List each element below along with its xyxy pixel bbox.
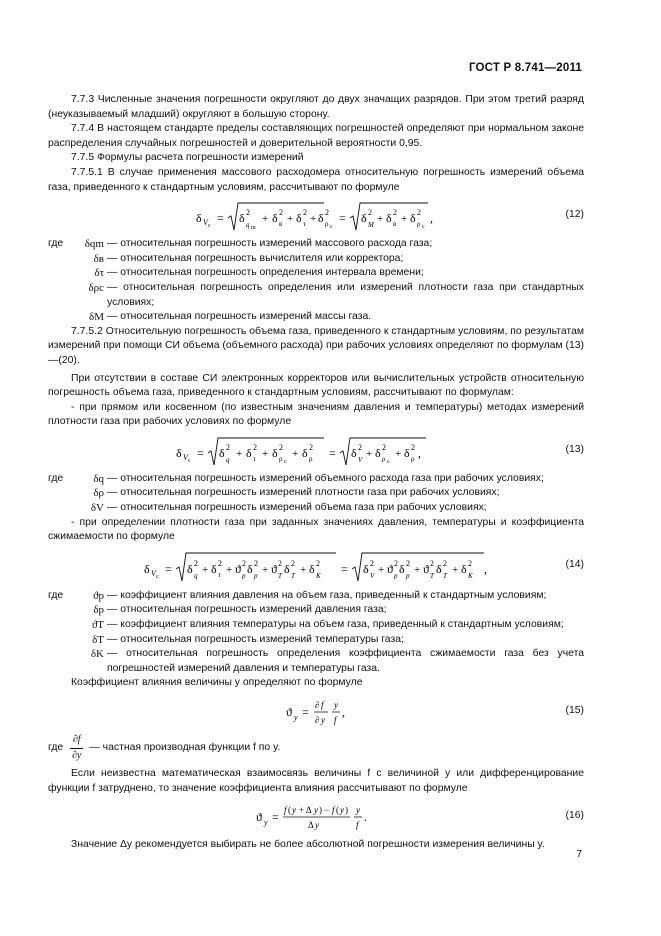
paragraph-direct-method: - при прямом или косвенном (по известным значениям давления и температуры) методах измерений плотности газа при рабочих условиях по формуле — [48, 401, 584, 428]
svg-text:+: + — [310, 213, 317, 226]
svg-text:+: + — [377, 213, 384, 226]
where-row: δρс — относительная погрешность определения или измерений плотности газа при стандартных условиях; — [88, 281, 584, 308]
svg-text:δ: δ — [361, 211, 367, 226]
svg-text:f: f — [356, 820, 359, 831]
svg-text:q: q — [194, 571, 198, 580]
svg-text:y: y — [264, 818, 268, 828]
svg-text:2: 2 — [254, 558, 258, 568]
svg-text:=: = — [339, 211, 346, 226]
svg-text:δ: δ — [404, 445, 410, 460]
svg-text:V: V — [183, 452, 188, 462]
formula-16-number: (16) — [565, 810, 584, 822]
svg-text:+: + — [414, 563, 421, 576]
formula-16 — [48, 799, 584, 835]
svg-text:V: V — [151, 568, 156, 578]
svg-text:+: + — [300, 563, 307, 576]
svg-text:δ: δ — [272, 445, 278, 460]
svg-text:+: + — [292, 447, 299, 460]
svg-text:+: + — [236, 447, 243, 460]
formula-13-math — [176, 435, 436, 469]
formula-13 — [48, 433, 584, 469]
svg-text:в: в — [279, 220, 283, 229]
svg-text:y: y — [292, 805, 296, 816]
svg-text:δ: δ — [211, 561, 217, 576]
svg-text:2: 2 — [278, 558, 282, 568]
svg-text:K: K — [468, 571, 473, 580]
svg-text:2: 2 — [242, 558, 246, 568]
svg-text:2: 2 — [325, 208, 329, 218]
svg-text:δ: δ — [351, 445, 357, 460]
svg-text:δ: δ — [144, 561, 150, 576]
svg-text:2: 2 — [468, 558, 472, 568]
svg-text:2: 2 — [417, 208, 421, 218]
svg-text:δ: δ — [176, 445, 182, 460]
svg-text:V: V — [358, 455, 363, 464]
svg-text:=: = — [329, 445, 336, 460]
svg-text:ϑ: ϑ — [423, 561, 429, 576]
svg-text:=: = — [302, 705, 309, 719]
svg-text:=: = — [341, 561, 348, 576]
svg-text:2: 2 — [303, 208, 307, 218]
svg-text:ρ: ρ — [417, 220, 421, 229]
svg-text:c: c — [330, 224, 333, 231]
where-row: где δqm — относительная погрешность измерений массового расхода газа; — [48, 238, 433, 251]
svg-text:2: 2 — [291, 558, 295, 568]
svg-text:δ: δ — [284, 561, 290, 576]
svg-text:c: c — [188, 457, 191, 464]
where-row: δT — относительная погрешность измерений температуры газа; — [92, 633, 404, 646]
where-row-15: где $\frac{\partial f}{\partial y}$ — частная производная функции f по y. — [48, 733, 584, 763]
formula-15-math — [286, 696, 366, 730]
svg-text:+: + — [226, 563, 233, 576]
svg-text:δ: δ — [219, 445, 225, 460]
paragraph-recommendation: Значение Δy рекомендуется выбирать не более абсолютной погрешности измерения величины y. — [71, 839, 545, 851]
svg-text:f: f — [334, 715, 337, 725]
svg-text:δ: δ — [363, 561, 369, 576]
svg-text:K: K — [316, 571, 321, 580]
svg-text:+: + — [262, 563, 269, 576]
partial-derivative-fraction: $\frac{\partial f}{\partial y}$ — [72, 734, 82, 761]
formula-15 — [48, 694, 584, 730]
svg-text:2: 2 — [406, 558, 410, 568]
svg-text:c: c — [156, 573, 159, 580]
svg-text:=: = — [165, 561, 172, 576]
svg-text:=: = — [197, 445, 204, 460]
svg-text:2: 2 — [411, 442, 415, 452]
paragraph-7-7-3: 7.7.3 Численные значения погрешности округляют до двух значащих разрядов. При этом третий разряд (неуказываемый младший) округляют в большую сторону. — [48, 94, 584, 120]
svg-text:2: 2 — [253, 442, 257, 452]
svg-text:(: ( — [336, 805, 339, 816]
where-row: δρ — относительная погрешность измерений плотности газа при рабочих условиях; — [93, 487, 500, 500]
svg-text:,: , — [430, 211, 433, 226]
formula-14 — [48, 548, 584, 586]
formula-15-number: (15) — [565, 705, 584, 716]
svg-text:+: + — [202, 563, 209, 576]
svg-text:y: y — [340, 805, 344, 816]
svg-text:M: M — [368, 221, 374, 230]
where-row: δM — относительная погрешность измерений массы газа. — [89, 311, 372, 324]
paragraph-given-values: - при определении плотности газа при заданных значениях давления, температуры и коэффициента сжимаемости по формуле — [48, 516, 584, 543]
svg-text:2: 2 — [279, 208, 283, 218]
svg-text:2: 2 — [430, 558, 434, 568]
where-row: где ϑp — коэффициент влияния давления на объем газа, приведенный к стандартным условиям; — [48, 589, 547, 602]
svg-text:p: p — [254, 571, 258, 580]
svg-text:.: . — [364, 810, 367, 825]
svg-text:+ Δ: + Δ — [299, 805, 312, 816]
svg-text:,: , — [418, 445, 421, 460]
svg-text:p: p — [394, 571, 398, 580]
paragraph-7-7-5-1: 7.7.5.1 В случае применения массового расходомера относительную погрешность измерений объема газа, приведенного к стандартным условиям, рассчитывают по формуле — [48, 166, 584, 193]
svg-text:V: V — [370, 571, 375, 580]
formula-16-math — [256, 801, 406, 835]
svg-text:ϑ: ϑ — [387, 561, 393, 576]
formula-12 — [48, 198, 584, 234]
svg-text:2: 2 — [226, 442, 230, 452]
svg-text:τ: τ — [218, 570, 221, 579]
standard-code: ГОСТ Р 8.741—2011 — [468, 62, 582, 74]
svg-text:V: V — [203, 218, 208, 228]
svg-text:): ) — [345, 805, 348, 816]
svg-text:y: y — [314, 805, 318, 816]
svg-text:2: 2 — [279, 442, 283, 452]
svg-text:+: + — [287, 213, 294, 226]
svg-text:2: 2 — [370, 558, 374, 568]
svg-text:δ: δ — [296, 211, 302, 226]
svg-text:y: y — [334, 700, 338, 710]
where-row: ϑT — коэффициент влияния температуры на объем газа, приведенный к стандартным условиям; — [91, 619, 564, 632]
formula-13-number: (13) — [565, 443, 584, 455]
svg-text:2: 2 — [393, 208, 397, 218]
svg-text:T: T — [278, 571, 282, 580]
svg-text:2: 2 — [394, 558, 398, 568]
svg-text:c: c — [208, 223, 211, 230]
svg-text:τ: τ — [303, 220, 306, 229]
svg-text:=: = — [217, 211, 224, 226]
svg-text:c: c — [422, 224, 425, 231]
svg-text:2: 2 — [194, 558, 198, 568]
svg-text:y: y — [321, 715, 325, 725]
svg-text:(: ( — [288, 805, 291, 816]
svg-text:f: f — [332, 805, 335, 816]
svg-text:+: + — [401, 213, 408, 226]
svg-text:ϑ: ϑ — [256, 810, 262, 825]
svg-text:2: 2 — [309, 442, 313, 452]
where-row: δV — относительная погрешность измерений объема газа при рабочих условиях; — [90, 502, 487, 515]
svg-text:T: T — [443, 571, 447, 580]
svg-text:) −: ) − — [319, 805, 330, 816]
svg-text:ϑ: ϑ — [235, 561, 241, 576]
svg-text:δ: δ — [386, 211, 392, 226]
svg-text:δ: δ — [187, 561, 193, 576]
svg-text:,: , — [342, 705, 345, 719]
svg-text:m: m — [251, 225, 256, 232]
svg-text:в: в — [393, 220, 397, 229]
svg-text:+: + — [366, 447, 373, 460]
svg-text:c: c — [387, 458, 390, 465]
svg-text:τ: τ — [253, 454, 256, 463]
page-number: 7 — [576, 849, 582, 860]
svg-text:2: 2 — [316, 558, 320, 568]
svg-text:+: + — [262, 213, 269, 226]
svg-text:f: f — [284, 805, 287, 816]
svg-text:f: f — [321, 700, 324, 710]
formula-12-number: (12) — [565, 209, 584, 221]
svg-text:ϑ: ϑ — [286, 705, 292, 719]
svg-text:=: = — [272, 810, 279, 825]
formula-12-math — [196, 200, 446, 234]
formula-14-number: (14) — [565, 558, 584, 570]
where-list-14 — [48, 589, 584, 677]
svg-text:y: y — [356, 805, 360, 816]
where-row: δв — относительная погрешность вычислителя или корректора; — [93, 252, 404, 265]
svg-text:Δ: Δ — [308, 820, 314, 831]
svg-text:δ: δ — [461, 561, 467, 576]
svg-text:,: , — [484, 561, 487, 576]
svg-text:δ: δ — [399, 561, 405, 576]
svg-text:+: + — [452, 563, 459, 576]
svg-text:T: T — [291, 571, 295, 580]
paragraph-7-7-5: 7.7.5 Формулы расчета погрешности измерений — [71, 152, 304, 164]
paragraph-7-7-5-2: 7.7.5.2 Относительную погрешность объема газа, приведенного к стандартным условиям, по результатам измерений при помощи СИ объема (объемного расхода) при рабочих условиях определяют по формулам (13)—(20). — [48, 325, 584, 366]
svg-text:ρ: ρ — [279, 454, 283, 463]
svg-text:δ: δ — [272, 211, 278, 226]
where-row: δp — относительная погрешность измерений давления газа; — [93, 604, 387, 617]
svg-text:T: T — [430, 571, 434, 580]
paragraph-7-7-4: 7.7.4 В настоящем стандарте пределы составляющих погрешностей определяют при нормальном законе распределения случайных погрешностей и доверительной вероятности 0,95. — [48, 123, 584, 149]
svg-text:ϑ: ϑ — [271, 561, 277, 576]
svg-text:2: 2 — [382, 442, 386, 452]
svg-text:y: y — [294, 713, 298, 722]
svg-text:2: 2 — [246, 208, 250, 218]
svg-text:2: 2 — [358, 442, 362, 452]
svg-text:δ: δ — [196, 211, 202, 226]
where-list-12 — [48, 237, 584, 325]
paragraph-no-electronic: При отсутствии в составе СИ электронных корректоров или вычислительных устройств относительную погрешность объема газа, приведенного к стандартным условиям, рассчитывают по формулам: — [48, 372, 584, 399]
where-list-13 — [48, 472, 584, 516]
svg-text:δ: δ — [246, 445, 252, 460]
svg-text:δ: δ — [318, 211, 324, 226]
svg-text:δ: δ — [302, 445, 308, 460]
svg-text:c: c — [284, 458, 287, 465]
svg-text:+: + — [378, 563, 385, 576]
where-row: где δq — относительная погрешность измерений объемного расхода газа при рабочих условиях; — [48, 472, 544, 485]
svg-text:δ: δ — [410, 211, 416, 226]
svg-text:ρ: ρ — [325, 220, 329, 229]
svg-text:2: 2 — [368, 208, 372, 218]
svg-text:q: q — [246, 221, 250, 230]
svg-text:ρ: ρ — [411, 454, 415, 463]
svg-text:+: + — [395, 447, 402, 460]
svg-text:δ: δ — [309, 561, 315, 576]
svg-text:y: y — [315, 820, 319, 831]
svg-text:δ: δ — [239, 211, 245, 226]
svg-text:p: p — [242, 571, 246, 580]
svg-text:δ: δ — [375, 445, 381, 460]
paragraph-coefficient: Коэффициент влияния величины y определяют по формуле — [71, 677, 363, 689]
formula-14-math — [144, 550, 494, 586]
where-row: δK — относительная погрешность определения коэффициента сжимаемости газа без учета погрешностей измерений давления и температуры газа. — [90, 648, 584, 674]
paragraph-unknown-relation: Если неизвестна математическая взаимосвязь величины f с величиной y или дифференцирование функции f затруднено, то значение коэффициента влияния рассчитывают по формуле — [48, 768, 584, 794]
svg-text:+: + — [262, 447, 269, 460]
page-content — [48, 93, 584, 853]
svg-text:δ: δ — [247, 561, 253, 576]
svg-text:2: 2 — [443, 558, 447, 568]
svg-text:ρ: ρ — [382, 454, 386, 463]
svg-text:q: q — [226, 455, 230, 464]
svg-text:∂: ∂ — [315, 700, 320, 710]
where-row: δτ — относительная погрешность определения интервала времени; — [94, 267, 424, 280]
svg-text:ρ: ρ — [309, 454, 313, 463]
svg-text:p: p — [406, 571, 410, 580]
svg-text:∂: ∂ — [315, 715, 320, 725]
svg-text:δ: δ — [436, 561, 442, 576]
svg-text:2: 2 — [218, 558, 222, 568]
